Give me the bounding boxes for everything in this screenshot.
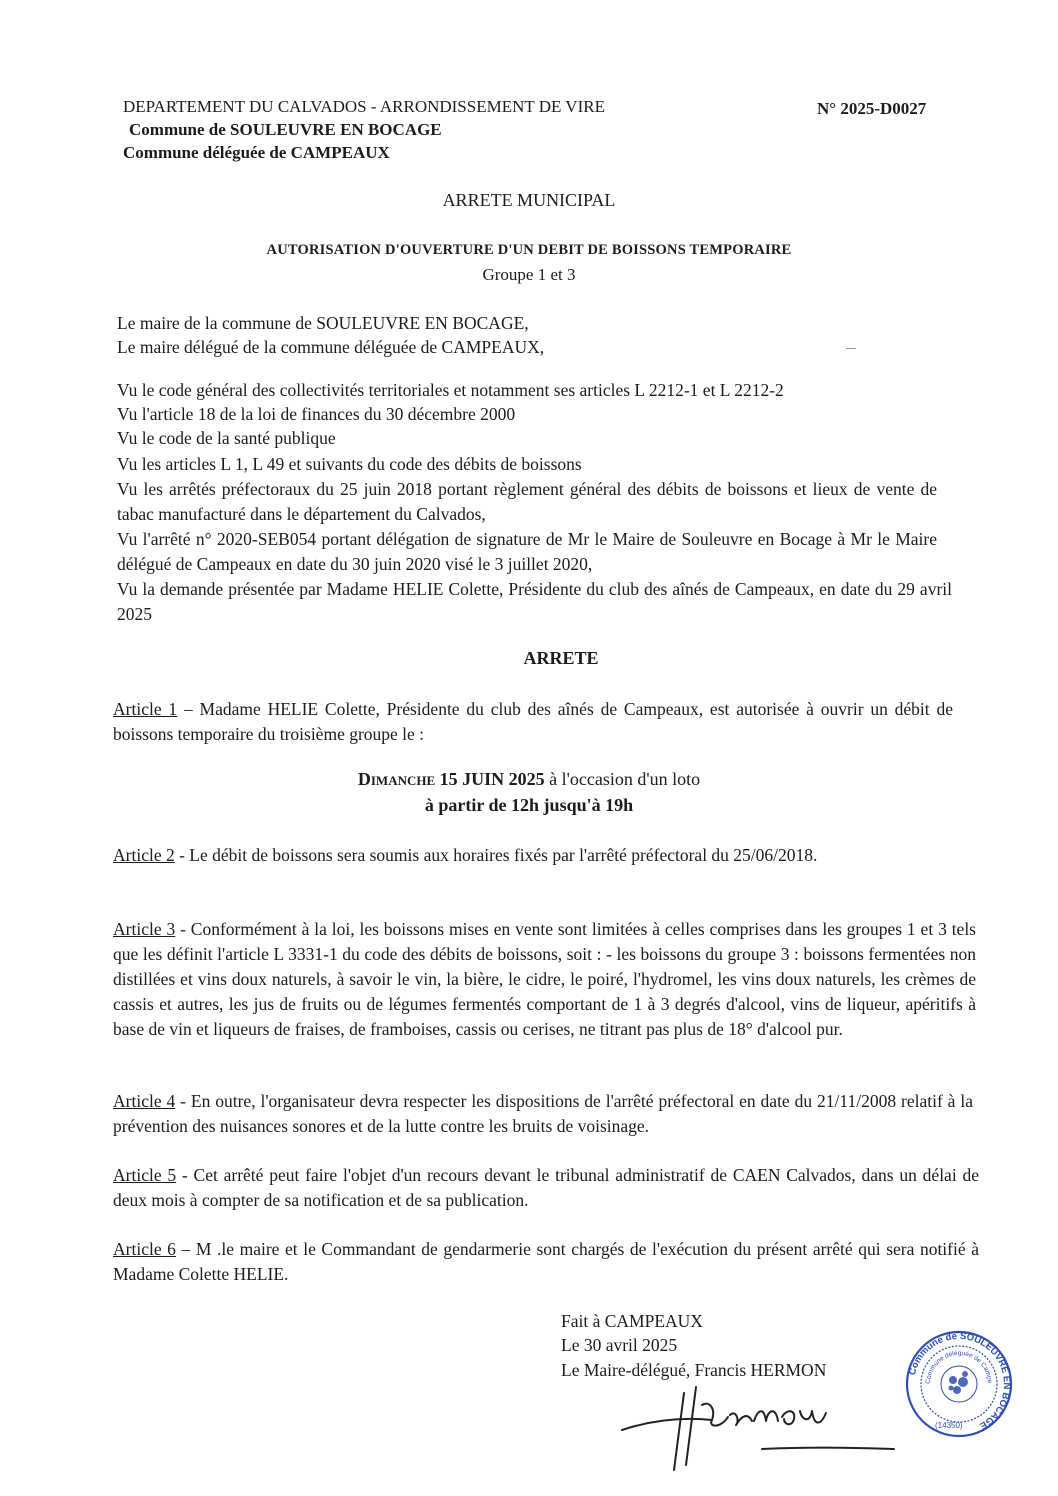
article-2-label: Article 2 [113,845,175,865]
article-4-label: Article 4 [113,1091,176,1111]
event-date: Dimanche 15 JUIN 2025 [357,769,545,789]
signature-place: Fait à CAMPEAUX [561,1311,703,1331]
stamp-inner-text: Commune déléguée de Campe [924,1349,994,1385]
article-2 [113,843,951,868]
handwritten-signature [612,1365,902,1475]
article-4-text: - En outre, l'organisateur devra respecter les dispositions de l'arrêté préfectoral en date du 21/11/2008 relatif à la prévention des nuisances sonores et de la lutte contre les bruits de voisinage. [113,1091,973,1136]
article-5-label: Article 5 [113,1165,177,1185]
document-subtitle: AUTORISATION D'OUVERTURE D'UN DEBIT DE BOISSONS TEMPORAIRE [266,242,792,258]
signature-date: Le 30 avril 2025 [561,1335,678,1355]
vu-line: Vu l'article 18 de la loi de finances du 30 décembre 2000 [117,404,516,424]
article-5-text: - Cet arrêté peut faire l'objet d'un recours devant le tribunal administratif de CAEN Calvados, dans un délai de deux mois à compter de sa notification et de sa publication. [113,1165,979,1210]
delegated-commune-line: Commune déléguée de CAMPEAUX [123,143,390,162]
stamp-emblem-icon [949,1371,969,1394]
event-occasion: à l'occasion d'un loto [544,769,701,789]
article-2-text: - Le débit de boissons sera soumis aux horaires fixés par l'arrêté préfectoral du 25/06/2018. [174,845,818,865]
official-stamp [905,1330,1013,1438]
delegate-mayor-line: Le maire délégué de la commune déléguée de CAMPEAUX, [117,337,545,357]
article-3 [113,917,976,1042]
department-line: DEPARTEMENT DU CALVADOS - ARRONDISSEMENT DE VIRE [123,97,605,116]
arrete-heading: ARRETE [523,648,599,668]
vu-paragraph: Vu les arrêtés préfectoraux du 25 juin 2018 portant règlement général des débits de boissons et lieux de vente de tabac manufacturé dans le département du Calvados, [117,479,937,524]
vu-line: Vu le code de la santé publique [117,428,336,448]
decree-number: N° 2025-D0027 [817,99,927,118]
mayor-line: Le maire de la commune de SOULEUVRE EN BOCAGE, [117,313,529,333]
commune-line: Commune de SOULEUVRE EN BOCAGE [129,120,442,139]
article-4 [113,1089,973,1139]
article-6-text: – M .le maire et le Commandant de gendarmerie sont chargés de l'exécution du présent arrêté qui sera notifié à Madame Colette HELIE. [113,1239,979,1284]
event-hours: à partir de 12h jusqu'à 19h [424,795,634,815]
vu-paragraph: Vu l'arrêté n° 2020-SEB054 portant délégation de signature de Mr le Maire de Souleuvre en Bocage à Mr le Maire délégué de Campeaux en date du 30 juin 2020 visé le 3 juillet 2020, [117,529,937,574]
article-5 [113,1163,979,1213]
stamp-postal-code: (14350) [935,1421,963,1430]
article-6-label: Article 6 [113,1239,176,1259]
article-3-text: - Conformément à la loi, les boissons mises en vente sont limitées à celles comprises dans les groupes 1 et 3 tels que les définit l'article L 3331-1 du code des débits de boissons, soit : - les boissons du groupe 3 : boissons fermentées non distillées et vins doux naturels, à savoir le vin, la bière, le cidre, le poiré, l'hydromel, les vins doux naturels, les crèmes de cassis et autres, les jus de fruits ou de légumes fermentés comportant de 1 à 3 degrés d'alcool, vins de liqueur, apéritifs à base de vin et liqueurs de fraises, de framboises, cassis ou cerises, ne titrant pas plus de 18° d'alcool pur. [113,919,976,1039]
signature-signer: Le Maire-délégué, Francis HERMON [561,1360,827,1380]
article-1-text: – Madame HELIE Colette, Présidente du club des aînés de Campeaux, est autorisée à ouvrir un débit de boissons temporaire du troisième groupe le : [113,699,953,744]
article-1-label: Article 1 [113,699,178,719]
vu-paragraph: Vu la demande présentée par Madame HELIE Colette, Présidente du club des aînés de Campeaux, en date du 29 avril 2025 [117,579,952,624]
scan-mark [846,348,856,349]
vu-line: Vu les articles L 1, L 49 et suivants du code des débits de boissons [117,454,582,474]
event-date-line [0,769,1058,790]
article-1 [113,697,953,747]
vu-line: Vu le code général des collectivités territoriales et notamment ses articles L 2212-1 et L 2212-2 [117,380,784,400]
group-line: Groupe 1 et 3 [482,265,576,284]
document-title: ARRETE MUNICIPAL [442,190,616,210]
article-3-label: Article 3 [113,919,176,939]
article-6 [113,1237,979,1287]
stamp-outer-text: Commune de SOULEUVRE EN BOCAGE [906,1330,1013,1432]
